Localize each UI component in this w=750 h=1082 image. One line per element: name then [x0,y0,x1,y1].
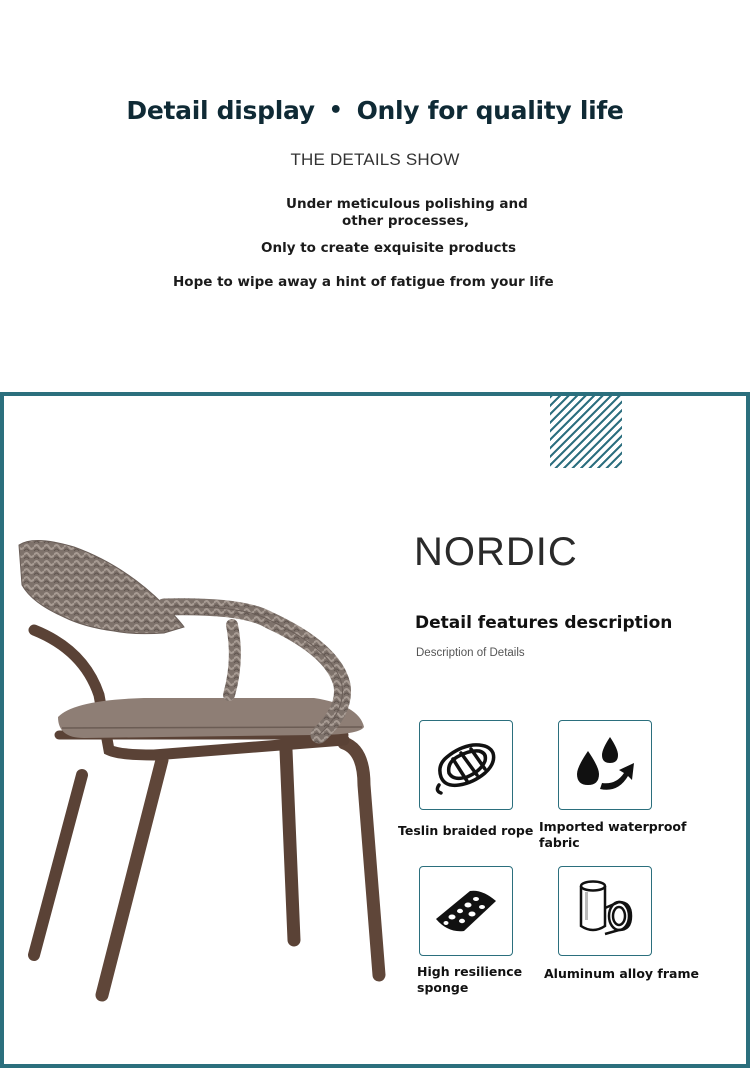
brand-name: NORDIC [414,530,578,574]
feature-card-aluminum [558,866,652,956]
feature-label-aluminum: Aluminum alloy frame [544,966,699,981]
headline-right: Only for quality life [356,96,624,125]
intro-line-3: Only to create exquisite products [261,240,516,256]
feature-label-waterproof: Imported waterproof fabric [539,819,687,850]
intro-line-4: Hope to wipe away a hint of fatigue from your life [173,274,554,290]
subheading: THE DETAILS SHOW [290,150,460,169]
feature-card-sponge [419,866,513,956]
feature-card-rope [419,720,513,810]
feature-card-waterproof [558,720,652,810]
headline-left: Detail display [126,96,315,125]
intro-line-1: Under meticulous polishing and [286,196,528,212]
sponge-icon [430,881,502,941]
feature-label-rope: Teslin braided rope [398,823,534,838]
hatch-decoration [550,396,622,468]
chair-image [14,535,394,1005]
headline-separator: • [328,98,343,123]
headline [0,96,750,125]
features-title: Detail features description [415,613,673,633]
rope-icon [433,735,499,795]
intro-section [0,0,750,392]
water-drops-icon [572,733,638,797]
feature-label-sponge: High resilience sponge [417,964,523,995]
features-subtitle: Description of Details [416,647,525,659]
aluminum-tube-icon [575,878,635,944]
intro-line-2: other processes, [342,213,469,229]
